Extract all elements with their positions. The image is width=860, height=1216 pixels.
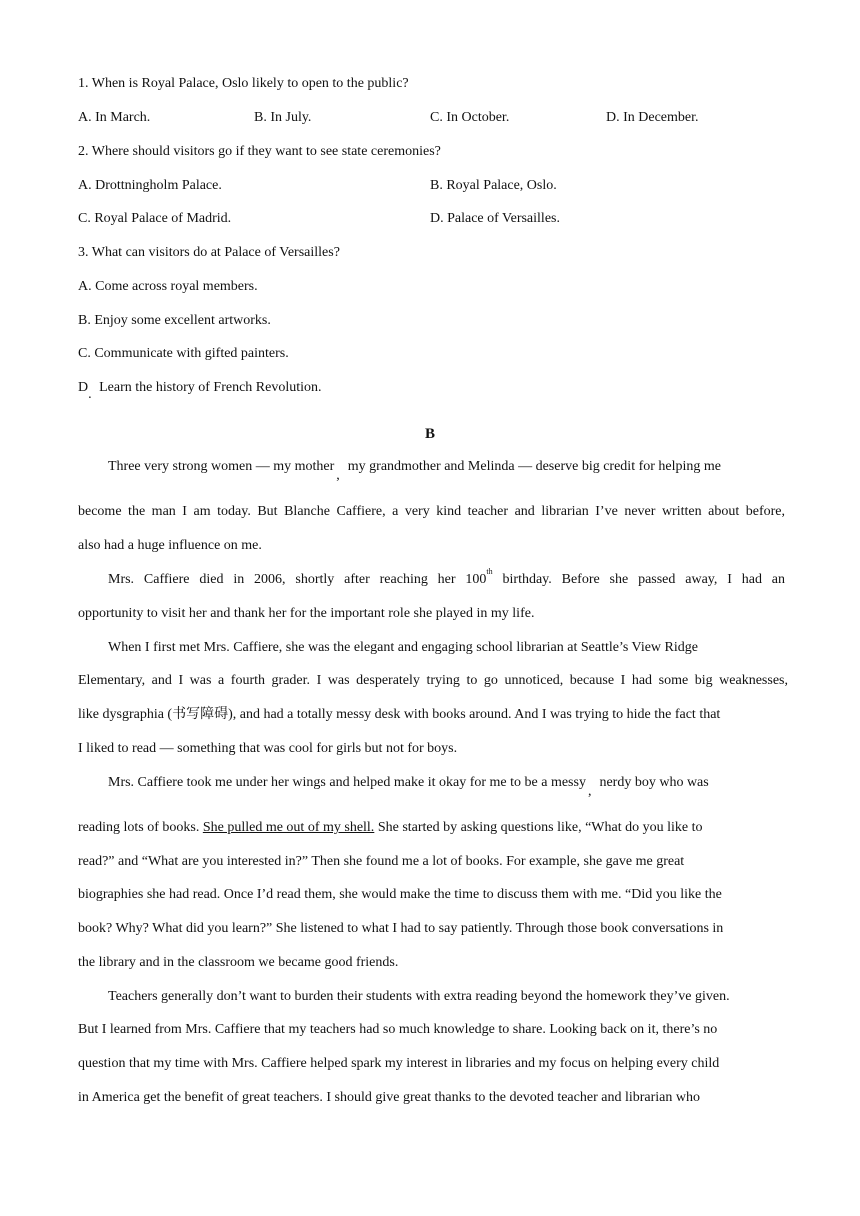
question-1-stem: 1. When is Royal Palace, Oslo likely to open to the public? bbox=[78, 76, 409, 91]
p1-line-3: also had a huge influence on me. bbox=[78, 538, 262, 553]
p4-line-2-a: reading lots of books. bbox=[78, 820, 200, 835]
p4-line-2 bbox=[78, 819, 702, 837]
passage-heading: B bbox=[424, 426, 435, 442]
question-2-option-b: B. Royal Palace, Oslo. bbox=[430, 178, 557, 193]
question-1-option-a: A. In March. bbox=[78, 110, 151, 125]
p3-line-2: Elementary, and I was a fourth grader. I was desperately trying to go unnoticed, because I had some big weaknesses, bbox=[78, 673, 788, 688]
p3-line-1: When I first met Mrs. Caffiere, she was the elegant and engaging school librarian at Seattle’s View Ridge bbox=[108, 640, 698, 655]
p1-line-1-a: Three very strong women — my mother bbox=[108, 459, 335, 474]
p5-line-1: Teachers generally don’t want to burden their students with extra reading beyond the homework they’ve given. bbox=[108, 989, 730, 1004]
question-2-option-a: A. Drottningholm Palace. bbox=[78, 178, 222, 193]
p2-line-2: opportunity to visit her and thank her for the important role she played in my life. bbox=[78, 606, 535, 621]
question-3-option-d bbox=[78, 379, 322, 402]
p5-line-3: question that my time with Mrs. Caffiere helped spark my interest in libraries and my focus on helping every child bbox=[78, 1056, 720, 1071]
question-3-option-b: B. Enjoy some excellent artworks. bbox=[78, 313, 271, 328]
question-2-option-d: D. Palace of Versailles. bbox=[430, 211, 560, 226]
p2-line-1-a: Mrs. Caffiere died in 2006, shortly after reaching her 100 bbox=[108, 572, 487, 587]
question-3-option-d-text: Learn the history of French Revolution. bbox=[99, 380, 322, 395]
p3-line-4: I liked to read — something that was cool for girls but not for boys. bbox=[78, 741, 458, 756]
p2-line-1 bbox=[108, 567, 786, 589]
p4-line-5: book? Why? What did you learn?” She listened to what I had to say patiently. Through those book conversations in bbox=[78, 921, 724, 936]
p4-line-6: the library and in the classroom we became good friends. bbox=[78, 955, 399, 970]
question-3-option-d-dot: . bbox=[88, 387, 92, 402]
question-1-option-d: D. In December. bbox=[606, 110, 699, 125]
question-3-option-a: A. Come across royal members. bbox=[78, 279, 258, 294]
p1-line-2: become the man I am today. But Blanche Caffiere, a very kind teacher and librarian I’ve never written about before, bbox=[78, 504, 785, 519]
question-1-option-c: C. In October. bbox=[430, 110, 510, 125]
p4-line-2-b: She started by asking questions like, “What do you like to bbox=[377, 820, 703, 835]
question-2-stem: 2. Where should visitors go if they want to see state ceremonies? bbox=[78, 144, 441, 159]
p4-line-1-b: nerdy boy who was bbox=[599, 775, 709, 790]
p5-line-2: But I learned from Mrs. Caffiere that my teachers had so much knowledge to share. Looking back on it, there’s no bbox=[78, 1022, 718, 1037]
p2-line-1-b: birthday. Before she passed away, I had an bbox=[502, 572, 786, 587]
p4-line-1-a: Mrs. Caffiere took me under her wings and helped make it okay for me to be a messy bbox=[108, 775, 586, 790]
p1-comma: , bbox=[336, 468, 340, 483]
p1-line-1 bbox=[108, 458, 722, 483]
question-2-option-c: C. Royal Palace of Madrid. bbox=[78, 211, 232, 226]
p2-superscript: th bbox=[486, 567, 493, 577]
question-3-option-c: C. Communicate with gifted painters. bbox=[78, 346, 289, 361]
question-3-stem: 3. What can visitors do at Palace of Versailles? bbox=[78, 245, 340, 260]
p4-line-1 bbox=[108, 774, 709, 799]
p4-comma: , bbox=[587, 784, 592, 799]
question-1-option-b: B. In July. bbox=[254, 110, 312, 125]
p4-line-4: biographies she had read. Once I’d read them, she would make the time to discuss them with me. “Did you like the bbox=[78, 887, 722, 902]
p1-line-1-b: my grandmother and Melinda — deserve big credit for helping me bbox=[347, 459, 722, 474]
question-3-option-d-letter: D bbox=[78, 380, 89, 395]
p4-line-3: read?” and “What are you interested in?” Then she found me a lot of books. For example, she gave me great bbox=[78, 854, 685, 869]
p3-line-3: like dysgraphia (书写障碍), and had a totally messy desk with books around. And I was trying to hide the fact that bbox=[78, 707, 721, 722]
p5-line-4: in America get the benefit of great teachers. I should give great thanks to the devoted teacher and librarian who bbox=[78, 1090, 700, 1105]
underlined-phrase: She pulled me out of my shell. bbox=[202, 820, 375, 835]
